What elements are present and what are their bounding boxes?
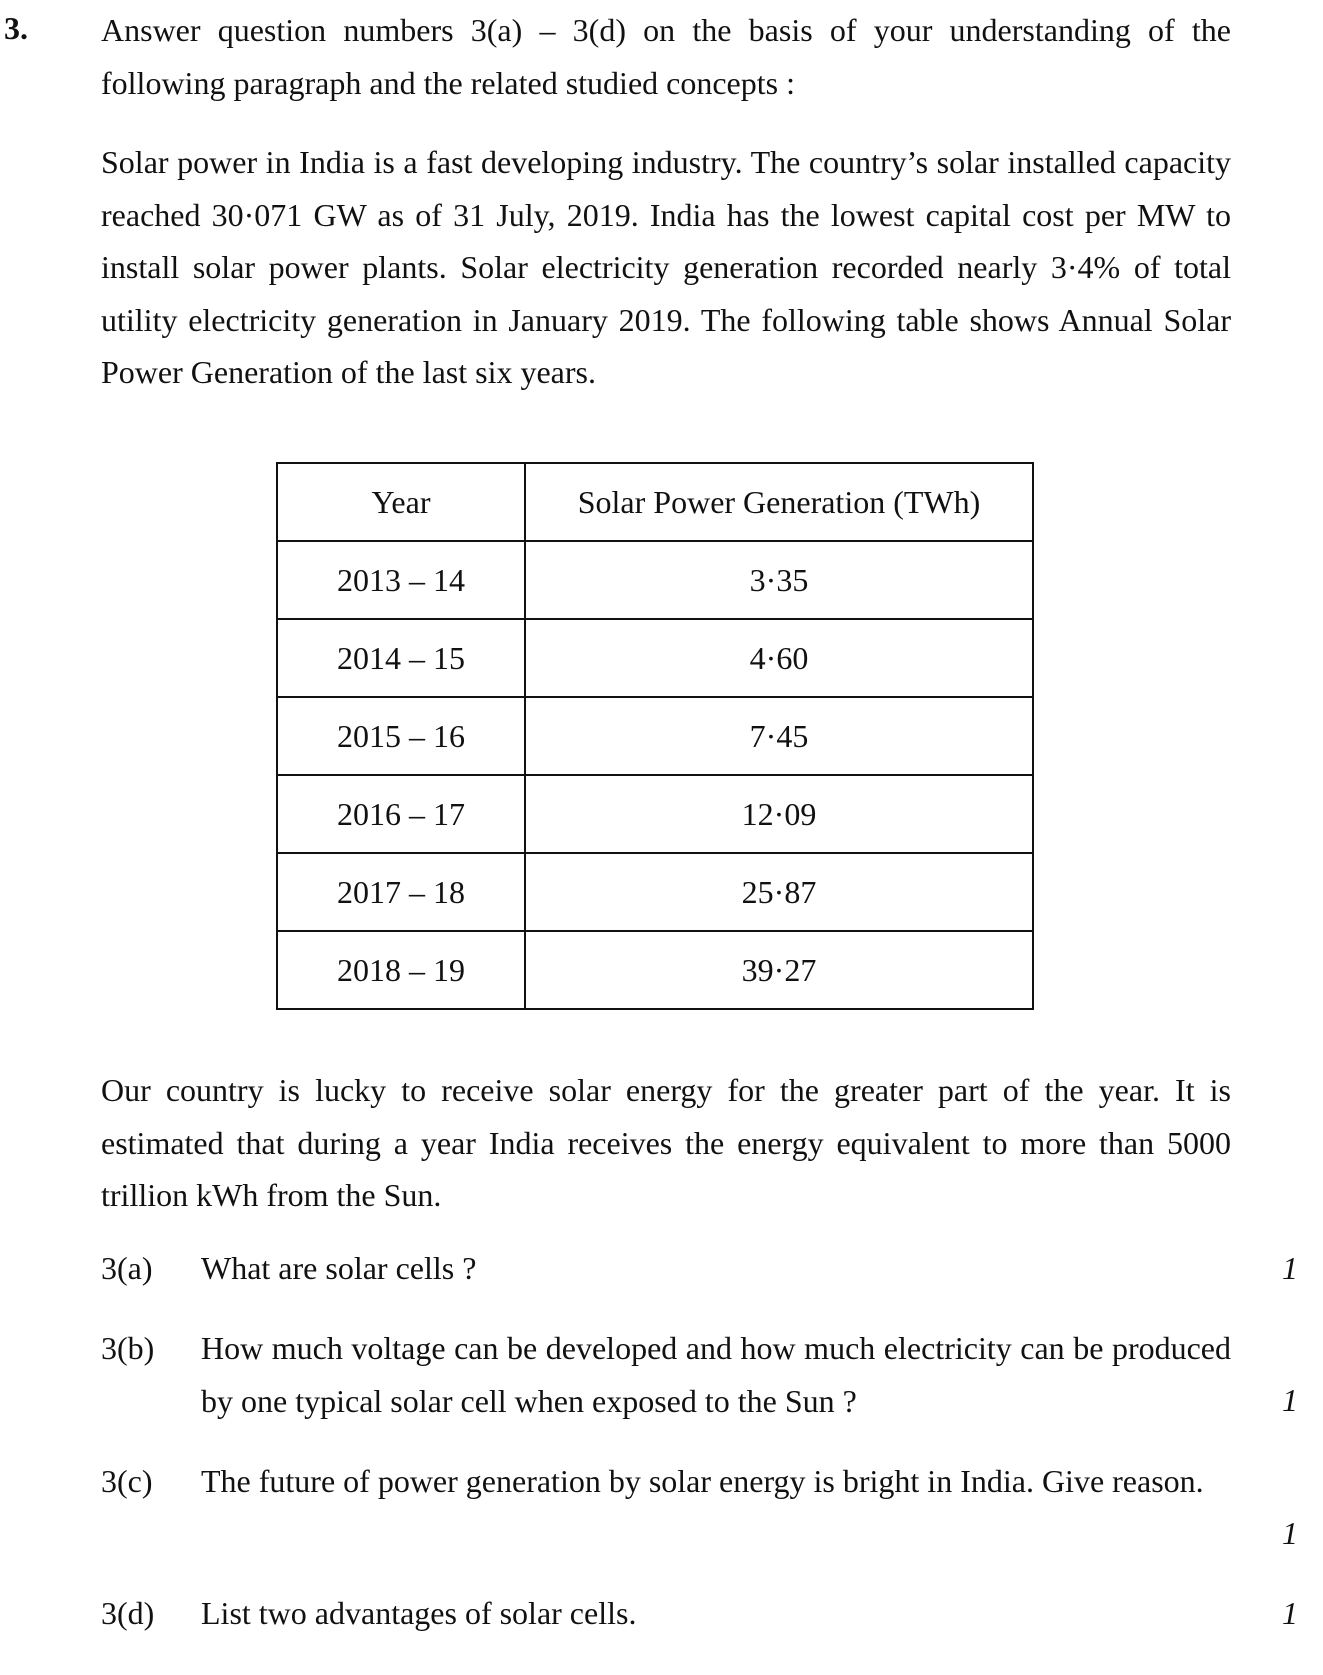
year-cell: 2016 – 17: [277, 775, 525, 853]
question-intro: Answer question numbers 3(a) – 3(d) on the basis of your understanding of the following paragraph and the related studied concepts :: [101, 12, 1231, 101]
year-cell: 2015 – 16: [277, 697, 525, 775]
generation-cell: 39·27: [525, 931, 1033, 1009]
subquestion-text: What are solar cells ?: [201, 1250, 477, 1286]
subquestion-text: How much voltage can be developed and how much electricity can be produced by one typical solar cell when exposed to the Sun ?: [201, 1330, 1231, 1419]
subquestion-text: The future of power generation by solar energy is bright in India. Give reason.: [201, 1463, 1204, 1499]
table-header-row: [277, 463, 1033, 541]
generation-cell: 25·87: [525, 853, 1033, 931]
column-header-generation: Solar Power Generation (TWh): [525, 463, 1033, 541]
year-cell: 2017 – 18: [277, 853, 525, 931]
marks-label: 1: [1282, 1250, 1298, 1286]
subquestion-text: List two advantages of solar cells.: [201, 1595, 637, 1631]
year-cell: 2018 – 19: [277, 931, 525, 1009]
subquestion-label: 3(b): [101, 1330, 155, 1366]
marks-label: 1: [1282, 1595, 1298, 1631]
year-cell: 2013 – 14: [277, 541, 525, 619]
generation-cell: 4·60: [525, 619, 1033, 697]
table-row: [277, 853, 1033, 931]
table-row: [277, 619, 1033, 697]
passage-paragraph-1: Solar power in India is a fast developing industry. The country’s solar installed capacity reached 30·071 GW as of 31 July, 2019. India has the lowest capital cost per MW to install solar power plants. Solar electricity generation recorded nearly 3·4% of total utility electricity generation in January 2019. The following table shows Annual Solar Power Generation of the last six years.: [101, 144, 1231, 390]
table-row: [277, 697, 1033, 775]
generation-cell: 12·09: [525, 775, 1033, 853]
subquestion-label: 3(c): [101, 1463, 153, 1499]
table-row: [277, 931, 1033, 1009]
table-row: [277, 541, 1033, 619]
question-number: 3.: [4, 10, 28, 46]
marks-label: 1: [1282, 1515, 1298, 1551]
column-header-year: Year: [277, 463, 525, 541]
year-cell: 2014 – 15: [277, 619, 525, 697]
solar-generation-table: [276, 462, 1034, 1010]
marks-label: 1: [1282, 1382, 1298, 1418]
subquestion-label: 3(d): [101, 1595, 155, 1631]
generation-cell: 3·35: [525, 541, 1033, 619]
generation-cell: 7·45: [525, 697, 1033, 775]
subquestion-label: 3(a): [101, 1250, 153, 1286]
passage-paragraph-2: Our country is lucky to receive solar energy for the greater part of the year. It is estimated that during a year India receives the energy equivalent to more than 5000 trillion kWh from the Sun.: [101, 1072, 1231, 1213]
table-row: [277, 775, 1033, 853]
